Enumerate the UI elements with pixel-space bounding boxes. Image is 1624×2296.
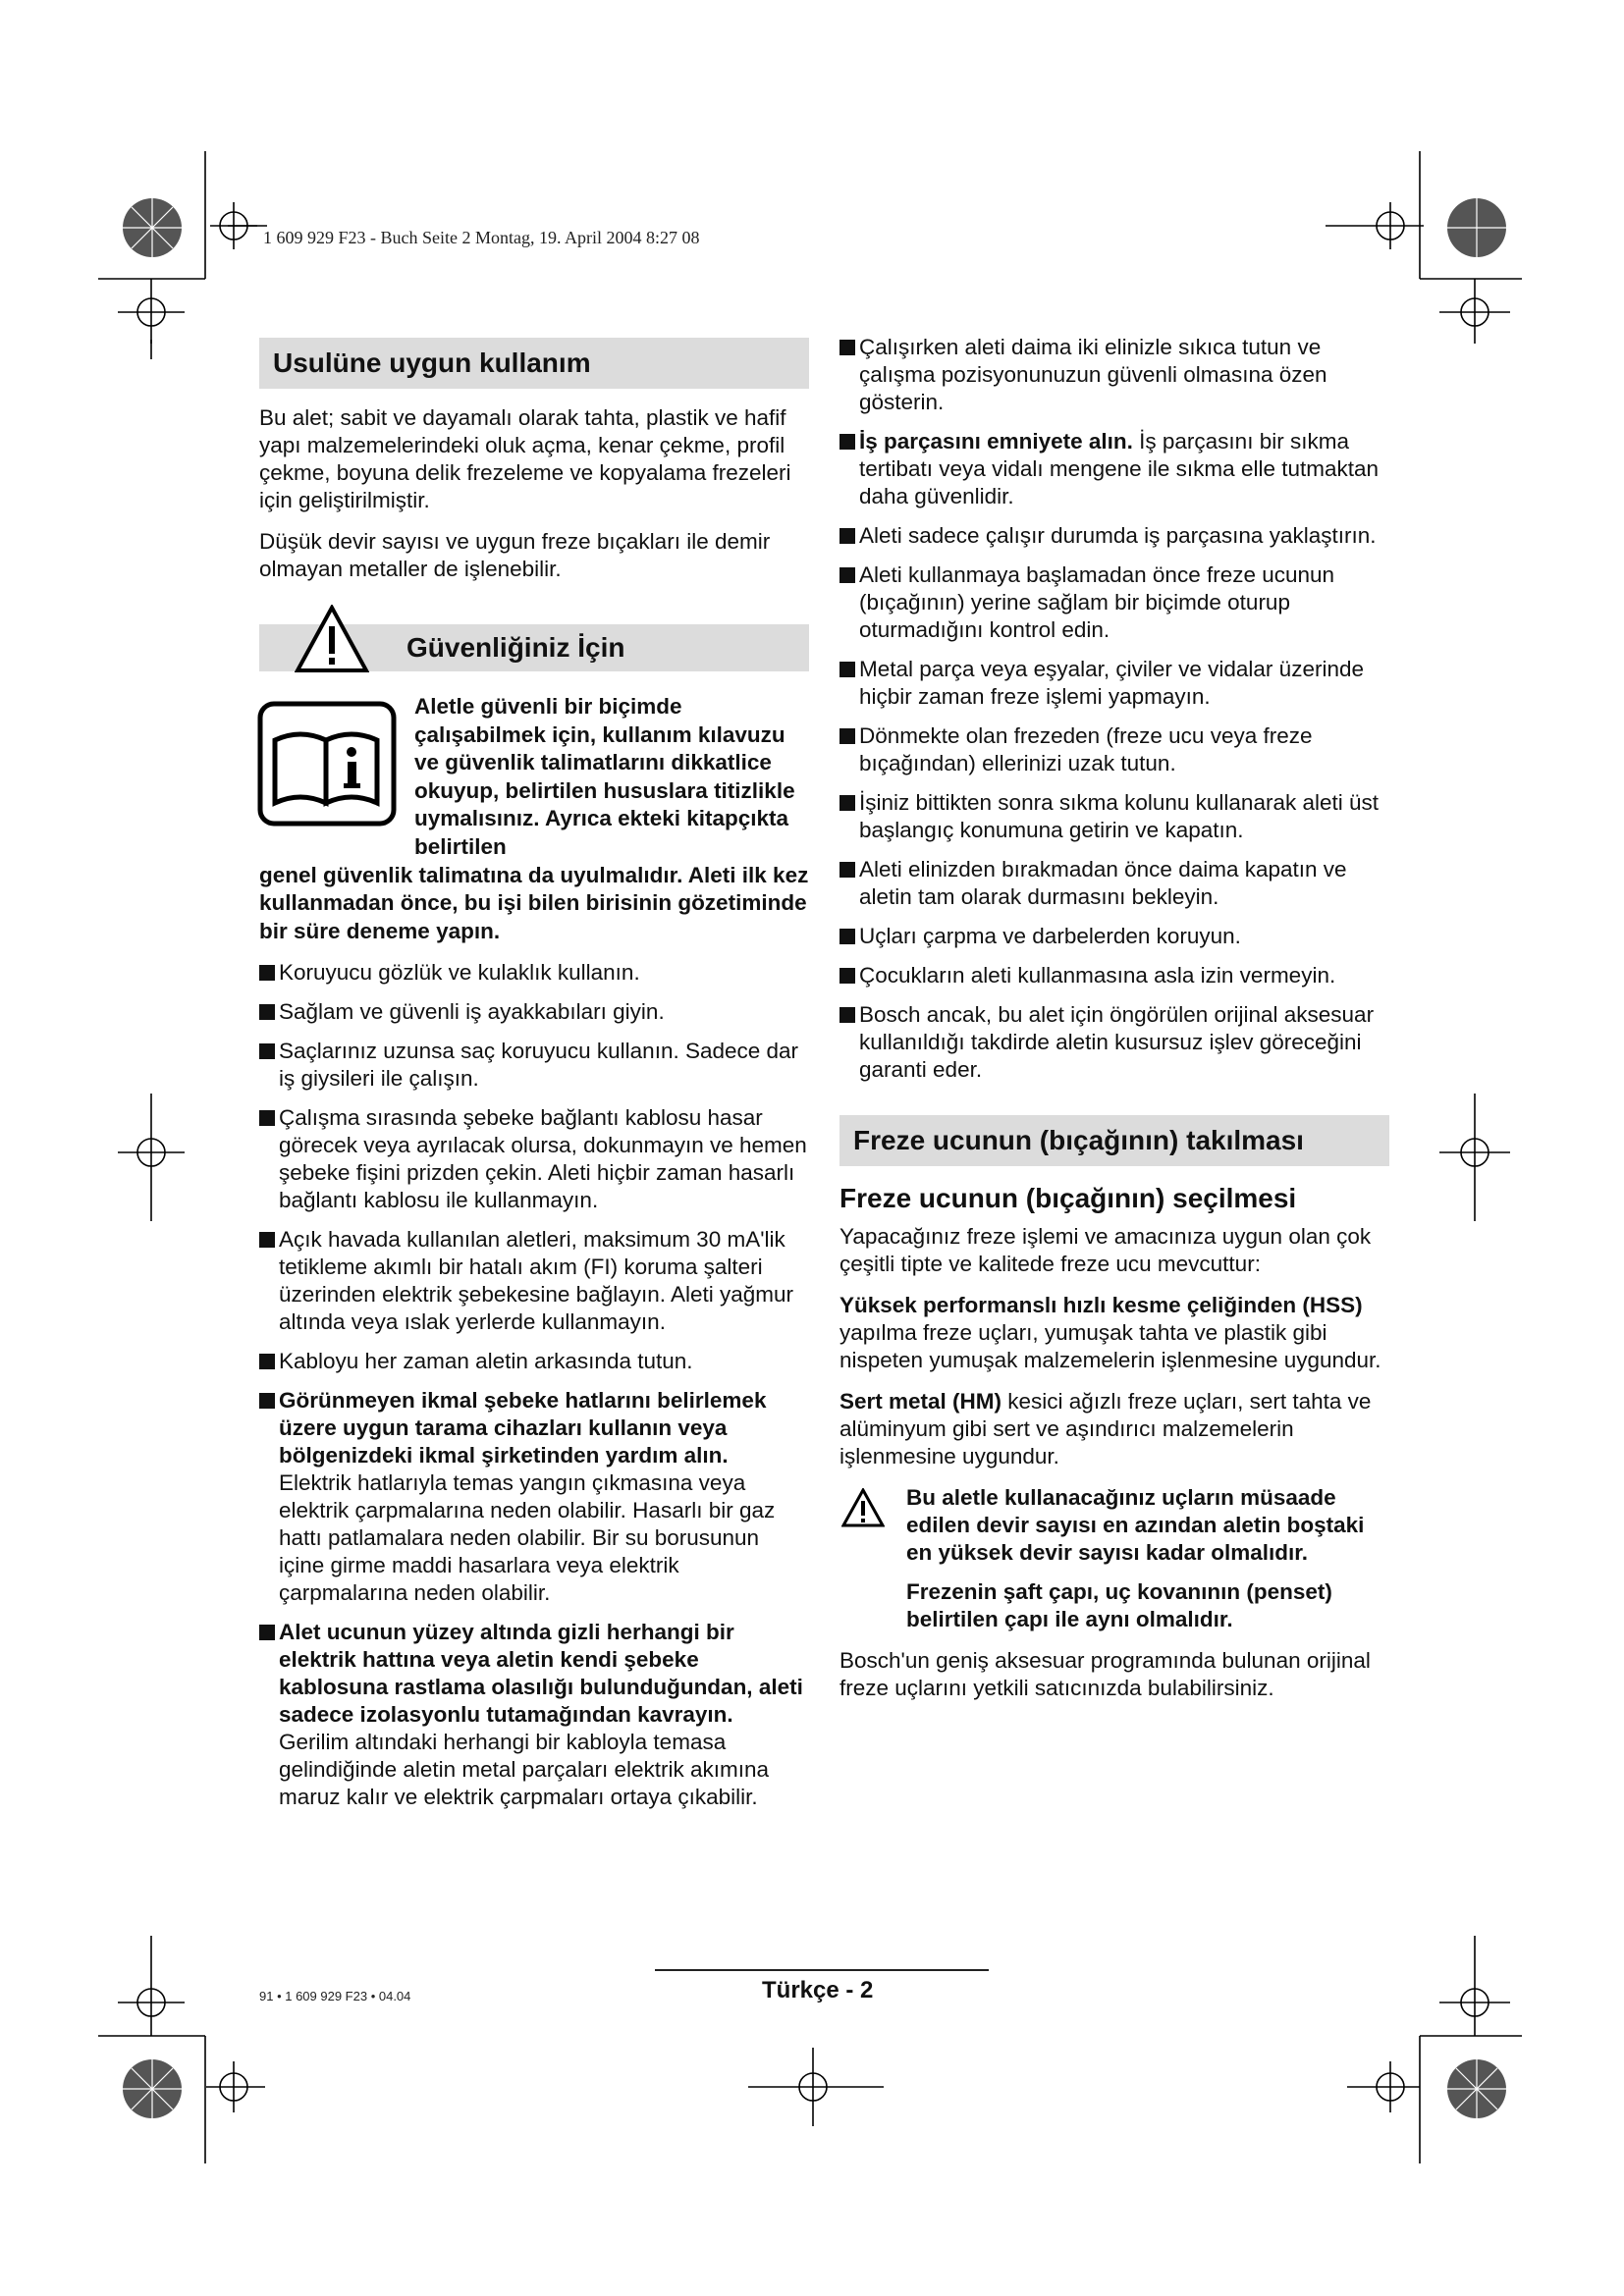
safety-heading: Güvenliğiniz İçin bbox=[406, 632, 625, 663]
shaft-warning-text: Frezenin şaft çapı, uç kovanının (penset) belirtilen çapı ile aynı olmalıdır. bbox=[906, 1579, 1332, 1631]
selection-paragraph: Yapacağınız freze işlemi ve amacınıza uygun olan çok çeşitli tipte ve kalitede freze ucu mevcuttur: bbox=[839, 1224, 1372, 1276]
page-number: Türkçe - 2 bbox=[762, 1977, 874, 2003]
safety-bullet-approach: Aleti sadece çalışır durumda iş parçasına yaklaştırın. bbox=[839, 522, 1389, 550]
speed-warning bbox=[839, 1484, 1389, 1633]
safety-bullet-outdoor: Açık havada kullanılan aletleri, maksimum 30 mA'lik tetikleme akımlı bir hatalı akım (FI) koruma şalteri üzerinden elektrik şebekesine bağlayın. Aleti yağmur altında veya ıslak yerlerde kullanmayın. bbox=[259, 1226, 809, 1336]
safety-bullet-goggles: Koruyucu gözlük ve kulaklık kullanın. bbox=[259, 959, 809, 987]
safety-heading-bar bbox=[259, 620, 809, 671]
safety-intro bbox=[259, 693, 809, 945]
safety-bullet-hidden-lines: Görünmeyen ikmal şebeke hatlarını belirlemek üzere uygun tarama cihazları kullanın veya bölgenizdeki ikmal şirketinden yardım alın. Elektrik hatlarıyla temas yangın çıkmasına veya elektrik çarpmalarına neden olabilir. Hasarlı bir gaz hattı patlamalara neden olabilir. Bir su borusunun içine girme maddi hasarlara veya elektrik çarpmalarına neden olabilir. bbox=[259, 1387, 809, 1607]
safety-bullet-hair: Saçlarınız uzunsa saç koruyucu kullanın. Sadece dar iş giysileri ile çalışın. bbox=[259, 1038, 809, 1093]
safety-bullet-switch-off: Aleti elinizden bırakmadan önce daima kapatın ve aletin tam olarak durmasını bekleyin. bbox=[839, 856, 1389, 911]
safety-bullet-insulated-grip: Alet ucunun yüzey altında gizli herhangi bir elektrik hattına veya aletin kendi şebeke kablosuna rastlama olasılığı bulunduğundan, aleti sadece izolasyonlu tutamağından kavrayın. Gerilim altındaki herhangi bir kabloyla temasa gelindiğinde aletin metal parçaları elektrik akımına maruz kalır ve elektrik çarpmaları ortaya çıkabilir. bbox=[259, 1619, 809, 1811]
safety-bullet-children: Çocukların aleti kullanmasına asla izin vermeyin. bbox=[839, 962, 1389, 989]
usage-paragraph-2: Düşük devir sayısı ve uygun freze bıçakları ile demir olmayan metaller de işlenebilir. bbox=[259, 529, 771, 581]
speed-warning-text: Bu aletle kullanacağınız uçların müsaade edilen devir sayısı en azından aletin boştaki en yüksek devir sayısı kadar olmalıdır. bbox=[906, 1485, 1365, 1565]
right-column bbox=[839, 334, 1389, 1716]
safety-bullet-secure-workpiece: İş parçasını emniyete alın. İş parçasını bir sıkma tertibatı veya vidalı mengene ile sıkma elle tutmaktan daha güvenlidir. bbox=[839, 428, 1389, 510]
hm-paragraph: Sert metal (HM) kesici ağızlı freze uçları, sert tahta ve alüminyum gibi sert ve aşındırıcı malzemelerin işlenmesine uygundur. bbox=[839, 1389, 1372, 1468]
selection-subheading: Freze ucunun (bıçağının) seçilmesi bbox=[839, 1183, 1297, 1213]
usage-heading: Usulüne uygun kullanım bbox=[259, 338, 809, 389]
safety-bullet-accessories: Bosch ancak, bu alet için öngörülen orijinal aksesuar kullanıldığı takdirde aletin kusursuz işlev göreceğini garanti eder. bbox=[839, 1001, 1389, 1084]
footer-rule bbox=[655, 1969, 989, 1971]
safety-bullet-cable: Çalışma sırasında şebeke bağlantı kablosu hasar görecek veya ayrılacak olursa, dokunmayın ve hemen şebeke fişini prizden çekin. Aleti hiçbir zaman hasarlı bağlantı kablosu ile kullanmayın. bbox=[259, 1104, 809, 1214]
warning-triangle-icon bbox=[295, 605, 369, 673]
left-column bbox=[259, 338, 809, 1823]
mounting-heading: Freze ucunun (bıçağının) takılması bbox=[839, 1115, 1389, 1166]
print-job-line: 1 609 929 F23 - Buch Seite 2 Montag, 19. April 2004 8:27 08 bbox=[263, 228, 700, 247]
footer-code: 91 • 1 609 929 F23 • 04.04 bbox=[259, 1989, 411, 2003]
safety-intro-indented: Aletle güvenli bir biçimde çalışabilmek için, kullanım kılavuzu ve güvenlik talimatlarını dikkatlice okuyup, belirtilen hususlara titizlikle uymalısınız. Ayrıca ekteki kitapçıkta belirtilen bbox=[414, 694, 795, 859]
read-manual-icon bbox=[257, 701, 397, 827]
safety-bullet-shoes: Sağlam ve güvenli iş ayakkabıları giyin. bbox=[259, 998, 809, 1026]
hss-paragraph: Yüksek performanslı hızlı kesme çeliğinden (HSS) yapılma freze uçları, yumuşak tahta ve plastik gibi nispeten yumuşak malzemelerin işlenmesine uygundur. bbox=[839, 1293, 1381, 1372]
safety-intro-full: genel güvenlik talimatına da uyulmalıdır. Aleti ilk kez kullanmadan önce, bu işi bilen birisinin gözetiminde bir süre deneme yapın. bbox=[259, 862, 809, 943]
warning-triangle-icon bbox=[841, 1488, 885, 1527]
safety-bullet-clamp-lever: İşiniz bittikten sonra sıkma kolunu kullanarak aleti üst başlangıç konumuna getirin ve kapatın. bbox=[839, 789, 1389, 844]
safety-bullet-check-bit: Aleti kullanmaya başlamadan önce freze ucunun (bıçağının) yerine sağlam bir biçimde oturup oturmadığını kontrol edin. bbox=[839, 561, 1389, 644]
usage-paragraph-1: Bu alet; sabit ve dayamalı olarak tahta, plastik ve hafif yapı malzemelerindeki oluk açma, kenar çekme, profil çekme, boyuna delik frezeleme ve kopyalama frezeleri için geliştirilmiştir. bbox=[259, 405, 791, 512]
safety-bullet-protect-bits: Uçları çarpma ve darbelerden koruyun. bbox=[839, 923, 1389, 950]
safety-bullet-two-hands: Çalışırken aleti daima iki elinizle sıkıca tutun ve çalışma pozisyonunuzun güvenli olmasına özen gösterin. bbox=[839, 334, 1389, 416]
accessory-paragraph: Bosch'un geniş aksesuar programında bulunan orijinal freze uçlarını yetkili satıcınızda bulabilirsiniz. bbox=[839, 1648, 1371, 1700]
safety-bullet-cable-behind: Kabloyu her zaman aletin arkasında tutun. bbox=[259, 1348, 809, 1375]
safety-bullet-hands-away: Dönmekte olan frezeden (freze ucu veya freze bıçağından) ellerinizi uzak tutun. bbox=[839, 722, 1389, 777]
safety-bullet-metal: Metal parça veya eşyalar, çiviler ve vidalar üzerinde hiçbir zaman freze işlemi yapmayın. bbox=[839, 656, 1389, 711]
